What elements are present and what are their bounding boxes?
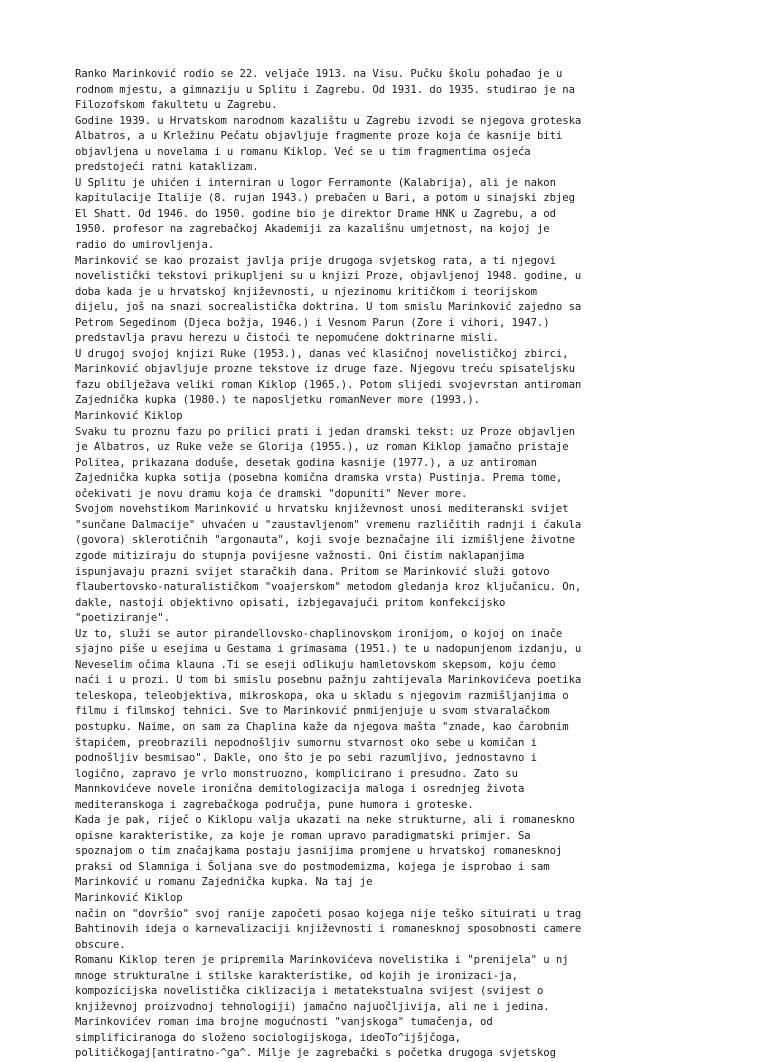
text-line: objavljena u novelama i u romanu Kiklop. Već se u tim fragmentima osjeća [75,145,531,158]
text-line: Svaku tu proznu fazu po prilici prati i jedan dramski tekst: uz Proze objavljen [75,425,575,438]
text-line: El Shatt. Od 1946. do 1950. godine bio je direktor Drame HNK u Zagrebu, a od [75,207,556,220]
text-line: U drugoj svojoj knjizi Ruke (1953.), danas već klasičnoj novelističkoj zbirci, [75,347,569,360]
text-line: Kada je pak, riječ o Kiklopu valja ukazati na neke strukturne, ali i romaneskno [75,814,575,827]
text-line: Filozofskom fakultetu u Zagrebu. [75,99,278,112]
text-line: "sunčane Dalmacije" uhvaćen u "zaustavljenom" vremenu različitih radnji i ćakula [75,518,582,531]
text-line: sjajno piše u esejima u Gestama i grimasama (1951.) te u nadopunjenom izdanju, u [75,643,582,656]
text-line: "poetiziranje". [75,612,170,625]
text-line: zgode mitiziraju do stupnja povijesne važnosti. Oni čistim naklapanjima [75,549,525,562]
text-line: Uz to, služi se autor pirandellovsko-chaplinovskom ironijom, o kojoj on inače [75,627,563,640]
text-line: Neveselim očima klauna .Ti se eseji odlikuju hamletovskom skepsom, koju ćemo [75,658,556,671]
text-line: dijelu, još na snazi socrealistička doktrina. U tom smislu Marinković zajedno sa [75,301,582,314]
text-line: doba kada je u hrvatskoj književnosti, u njezinomu kritičkom i teorijskom [75,285,537,298]
text-line: je Albatros, uz Ruke veže se Glorija (1955.), uz roman Kiklop jamačno pristaje [75,441,569,454]
text-line: predstojeći ratni kataklizam. [75,161,259,174]
text-line: Svojom novehstikom Marinković u hrvatsku književnost unosi mediteranski svijet [75,503,569,516]
text-line: radio do umirovljenja. [75,239,215,252]
text-line: način on "dovršio" svoj ranije započeti posao kojega nije teško situirati u trag [75,907,582,920]
text-line: Zajednička kupka sotija (posebna komična dramska vrsta) Pustinja. Prema tome, [75,472,563,485]
text-line: književnoj proizvodnoj tehnologiji) jamačno najuočljivija, ali ne i jedina. [75,1000,550,1013]
text-line: fazu obilježava veliki roman Kiklop (1965.). Potom slijedi svojevrstan antiroman [75,378,582,391]
text-line: Albatros, a u Krležinu Pečatu objavljuje fragmente proze koja će kasnije biti [75,130,563,143]
text-line: mediteranskoga i zagrebačkoga područja, pune humora i groteske. [75,798,474,811]
document-body [75,67,725,1062]
text-line: Marinković Kiklop [75,891,183,904]
text-line: Ranko Marinković rodio se 22. veljače 1913. na Visu. Pučku školu pohađao je u [75,68,563,80]
text-line: Romanu Kiklop teren je pripremila Marinkovićeva novelistika i "prenijela" u nj [75,954,569,967]
text-line: 1950. profesor na zagrebačkoj Akademiji za kazališnu umjetnost, na kojoj je [75,223,550,236]
text-line: Godine 1939. u Hrvatskom narodnom kazalištu u Zagrebu izvodi se njegova groteska [75,114,582,127]
text-line: naći i u prozi. U tom bi smislu posebnu pažnju zahtijevala Marinkovićeva poetika [75,674,582,687]
text-line: opisne karakteristike, za koje je roman upravo paradigmatski primjer. Sa [75,829,531,842]
text-line: filmu i filmskoj tehnici. Sve to Marinković pnmijenjuje u svom stvaralačkom [75,705,550,718]
text-line: Mannkovićeve novele ironična demitologizacija maloga i osrednjeg života [75,783,525,796]
text-line: flaubertovsko-naturalističkom "voajerskom" metodom gledanja kroz ključanicu. On, [75,581,582,594]
text-line: Marinkovićev roman ima brojne mogućnosti "vanjskoga" tumačenja, od [75,1016,493,1029]
text-line: Zajednička kupka (1980.) te naposljetku romanNever more (1993.). [75,394,480,407]
text-line: političkogaj[antiratno-^ga^. Milje je zagrebački s početka drugoga svjetskog [75,1047,556,1060]
text-line: Petrom Segedinom (Djeca božja, 1946.) i Vesnom Parun (Zore i vihori, 1947.) [75,316,550,329]
text-line: Politea, prikazana doduše, desetak godina kasnije (1977.), a uz antiroman [75,456,537,469]
text-line: simplificiranoga do složeno sociologijskoga, ideoTo^ijšjčoga, [75,1031,462,1044]
text-line: praksi od Slamniga i Šoljana sve do postmodemizma, kojega je isprobao i sam [75,860,550,873]
text-line: U Splitu je uhićen i interniran u logor Ferramonte (Kalabrija), ali je nakon [75,176,556,189]
text-line: teleskopa, teleobjektiva, mikroskopa, oka u skladu s njegovim razmišljanjima o [75,689,569,702]
text-line: Marinković u romanu Zajednička kupka. Na taj je [75,876,373,889]
text-line: ispunjavaju prazni svijet staračkih dana. Pritom se Marinković služi gotovo [75,565,550,578]
text-line: očekivati je novu dramu koja će dramski "dopuniti" Never more. [75,487,468,500]
text-line: dakle, nastoji objektivno opisati, izbjegavajući pritom konfekcijsko [75,596,506,609]
text-line: logično, zapravo je vrlo monstruozno, komplicirano i presudno. Zato su [75,767,518,780]
text-line: Bahtinovih ideja o karnevalizaciji književnosti i romanesknoj sposobnosti camere [75,923,582,936]
text-line: predstavlja pravu herezu u čistoći te nepomućene doktrinarne misli. [75,332,499,345]
text-line: podnošljiv besmisao". Dakle, ono što je po sebi razumljivo, jednostavno i [75,752,537,765]
text-line: Marinković se kao prozaist javlja prije drugoga svjetskog rata, a ti njegovi [75,254,556,267]
text-line: mnoge strukturalne i stilske karakteristike, od kojih je ironizaci-ja, [75,969,518,982]
text-line: postupku. Naime, on sam za Chaplina kaže da njegova mašta "znade, kao čarobnim [75,720,569,733]
text-line: kapitulacije Italije (8. rujan 1943.) prebačen u Bari, a potom u sinajski zbjeg [75,192,575,205]
text-line: rodnom mjestu, a gimnaziju u Splitu i Zagrebu. Od 1931. do 1935. studirao je na [75,83,575,96]
text-line: spoznajom o tim značajkama postaju jasnijima promjene u hrvatskoj romanesknoj [75,845,563,858]
text-line: kompozicijska novelistička ciklizacija i metatekstualna svijest (svijest o [75,985,544,998]
text-line: Marinković Kiklop [75,410,183,423]
text-line: obscure. [75,938,126,951]
text-line: Marinković objavljuje prozne tekstove iz druge faze. Njegovu treću spisateljsku [75,363,575,376]
text-line: štapićem, preobrazili nepodnošljiv sumornu stvarnost oko sebe u komičan i [75,736,537,749]
text-line: (govora) sklerotičnih "argonauta", koji svoje beznačajne ili izmišljene životne [75,534,575,547]
text-line: novelistički tekstovi prikupljeni su u knjizi Proze, objavljenoj 1948. godine, u [75,270,582,283]
